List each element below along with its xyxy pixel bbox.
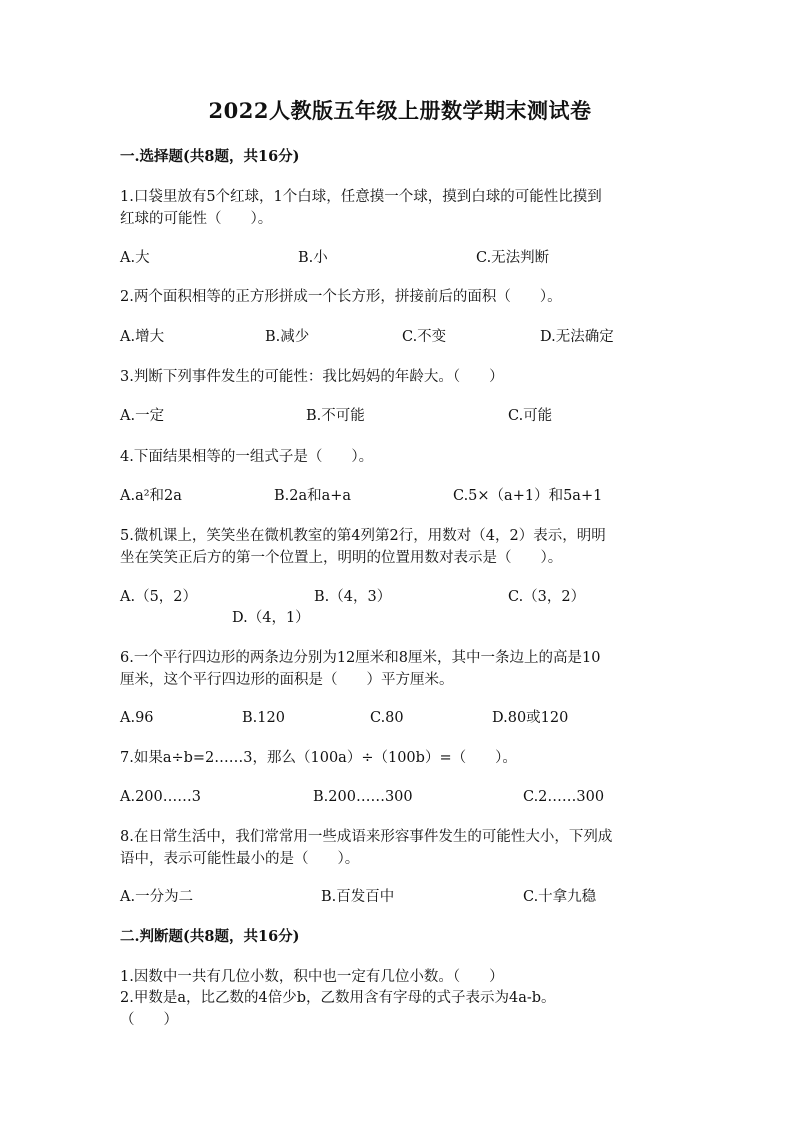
question-1	[120, 186, 680, 230]
option-c: C.不变	[402, 329, 447, 345]
option-c: C.（3，2）	[508, 589, 586, 605]
question-6	[120, 647, 680, 691]
option-a: A.一分为二	[120, 889, 194, 905]
question-text: 红球的可能性（ ）。	[120, 211, 273, 227]
option-a: A.（5，2）	[120, 589, 198, 605]
page-title: 2022人教版五年级上册数学期末测试卷	[208, 98, 592, 123]
question-text: 5.微机课上，笑笑坐在微机教室的第4列第2行，用数对（4，2）表示，明明	[120, 528, 606, 544]
option-c: C.无法判断	[476, 250, 550, 266]
option-c: C.2……300	[523, 789, 605, 805]
option-a: A.大	[120, 250, 150, 266]
question-text: 8.在日常生活中，我们常常用一些成语来形容事件发生的可能性大小，下列成	[120, 829, 613, 845]
option-b: B.200……300	[313, 789, 413, 805]
question-text: 6.一个平行四边形的两条边分别为12厘米和8厘米，其中一条边上的高是10	[120, 650, 601, 666]
section-heading-judgement: 二.判断题(共8题，共16分)	[120, 928, 300, 945]
question-text: 1.口袋里放有5个红球，1个白球，任意摸一个球，摸到白球的可能性比摸到	[120, 189, 602, 205]
option-b: B.小	[298, 250, 328, 266]
question-text: 厘米，这个平行四边形的面积是（ ）平方厘米。	[120, 672, 454, 688]
option-b: B.2a和a+a	[274, 488, 352, 504]
option-b: B.120	[242, 710, 285, 726]
option-c: C.80	[370, 710, 404, 726]
option-b: B.百发百中	[321, 889, 395, 905]
option-d: D.无法确定	[540, 329, 614, 345]
option-c: C.5×（a+1）和5a+1	[453, 488, 603, 504]
option-c: C.十拿九稳	[523, 889, 597, 905]
question-text: 7.如果a÷b=2……3，那么（100a）÷（100b）=（ ）。	[120, 750, 517, 766]
question-text: 1.因数中一共有几位小数，积中也一定有几位小数。（ ）	[120, 969, 504, 985]
option-d: D.（4，1）	[232, 610, 310, 626]
option-d: D.80或120	[492, 710, 569, 726]
option-c: C.可能	[508, 408, 553, 424]
option-a: A.增大	[120, 329, 165, 345]
question-7	[120, 747, 680, 769]
question-text: 4.下面结果相等的一组式子是（ ）。	[120, 449, 374, 465]
question-2	[120, 286, 680, 308]
option-a: A.a²和2a	[120, 488, 182, 504]
question-8	[120, 826, 680, 870]
question-text: 2.甲数是a，比乙数的4倍少b，乙数用含有字母的式子表示为4a-b。	[120, 990, 556, 1006]
option-a: A.96	[120, 710, 154, 726]
judgement-question-2	[120, 987, 680, 1031]
option-b: B.（4，3）	[314, 589, 392, 605]
question-text: 2.两个面积相等的正方形拼成一个长方形，拼接前后的面积（ ）。	[120, 289, 562, 305]
question-text: 3.判断下列事件发生的可能性：我比妈妈的年龄大。（ ）	[120, 369, 504, 385]
question-3	[120, 366, 680, 388]
question-4	[120, 446, 680, 468]
question-text: （ ）	[120, 1012, 178, 1028]
question-5	[120, 525, 680, 569]
option-a: A.200……3	[120, 789, 201, 805]
option-b: B.不可能	[306, 408, 365, 424]
section-heading-choice: 一.选择题(共8题，共16分)	[120, 148, 300, 165]
judgement-question-1	[120, 966, 680, 988]
question-text: 坐在笑笑正后方的第一个位置上，明明的位置用数对表示是（ ）。	[120, 550, 563, 566]
option-a: A.一定	[120, 408, 165, 424]
option-b: B.减少	[265, 329, 310, 345]
question-text: 语中，表示可能性最小的是（ ）。	[120, 851, 360, 867]
